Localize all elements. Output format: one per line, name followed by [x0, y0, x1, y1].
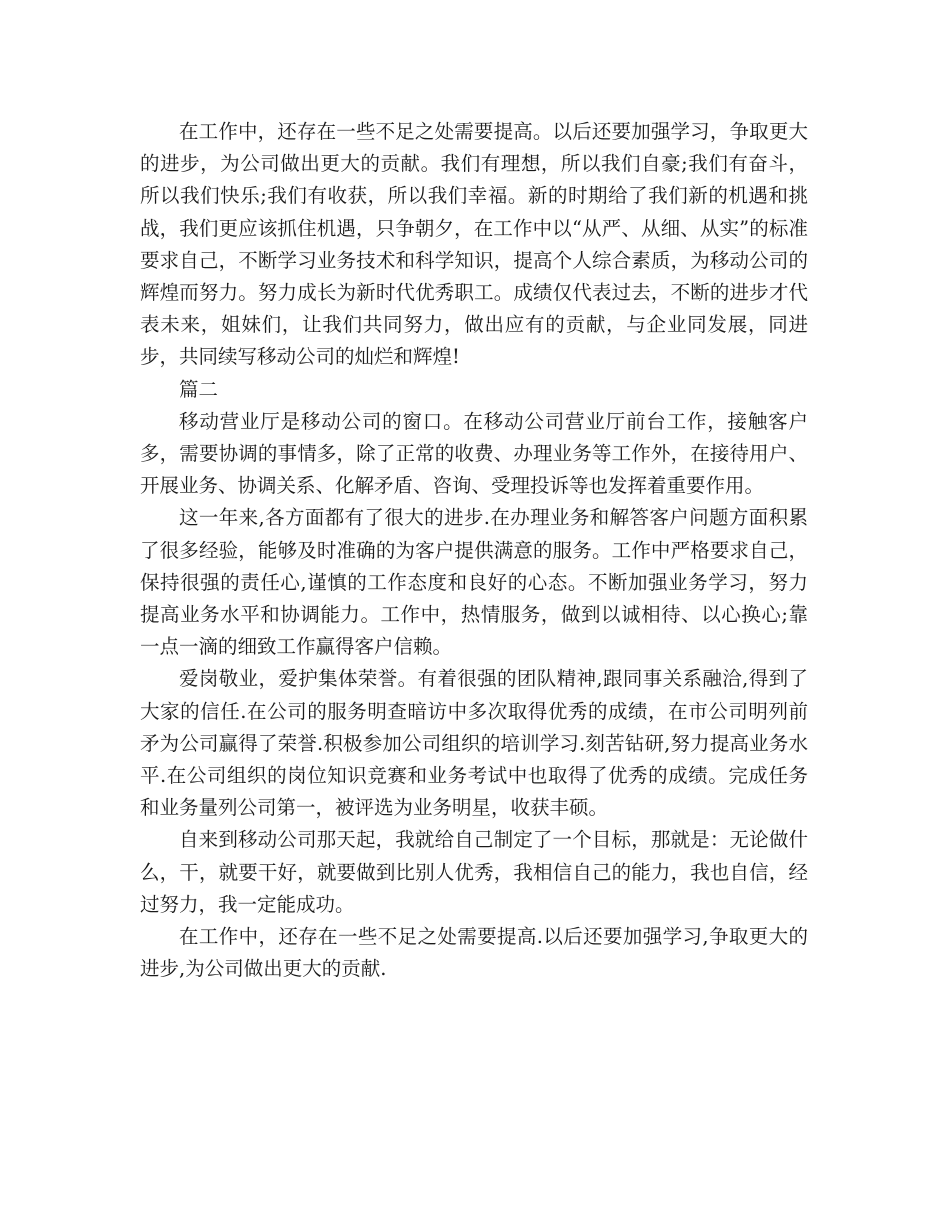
paragraph-1: 在工作中，还存在一些不足之处需要提高。以后还要加强学习，争取更大的进步，为公司做出更大的贡献。我们有理想，所以我们自豪;我们有奋斗，所以我们快乐;我们有收获，所以我们幸福。新的时期给了我们新的机遇和挑战，我们更应该抓住机遇，只争朝夕，在工作中以“从严、从细、从实”的标准要求自己，不断学习业务技术和科学知识，提高个人综合素质，为移动公司的辉煌而努力。努力成长为新时代优秀职工。成绩仅代表过去，不断的进步才代表未来，姐妹们，让我们共同努力，做出应有的贡献，与企业同发展，同进步，共同续写移动公司的灿烂和辉煌! [140, 120, 808, 369]
paragraph-5: 自来到移动公司那天起，我就给自己制定了一个目标，那就是：无论做什么，干，就要干好，就要做到比别人优秀，我相信自己的能力，我也自信，经过努力，我一定能成功。 [140, 828, 808, 916]
paragraph-2: 移动营业厅是移动公司的窗口。在移动公司营业厅前台工作，接触客户多，需要协调的事情多，除了正常的收费、办理业务等工作外，在接待用户、开展业务、协调关系、化解矛盾、咨询、受理投诉等也发挥着重要作用。 [140, 409, 808, 498]
section-heading: 篇二 [179, 377, 219, 401]
paragraph-6: 在工作中，还存在一些不足之处需要提高.以后还要加强学习,争取更大的进步,为公司做出更大的贡献. [140, 925, 808, 981]
document-body [140, 116, 808, 985]
paragraph-4: 爱岗敬业，爱护集体荣誉。有着很强的团队精神,跟同事关系融洽,得到了大家的信任.在公司的服务明查暗访中多次取得优秀的成绩，在市公司明列前矛为公司赢得了荣誉.积极参加公司组织的培训学习.刻苦钻研,努力提高业务水平.在公司组织的岗位知识竞赛和业务考试中也取得了优秀的成绩。完成任务和业务量列公司第一，被评选为业务明星，收获丰硕。 [140, 667, 808, 820]
paragraph-3: 这一年来,各方面都有了很大的进步.在办理业务和解答客户问题方面积累了很多经验，能够及时准确的为客户提供满意的服务。工作中严格要求自己，保持很强的责任心,谨慎的工作态度和良好的心态。不断加强业务学习，努力提高业务水平和协调能力。工作中，热情服务，做到以诚相待、以心换心;靠一点一滴的细致工作赢得客户信赖。 [140, 506, 808, 659]
